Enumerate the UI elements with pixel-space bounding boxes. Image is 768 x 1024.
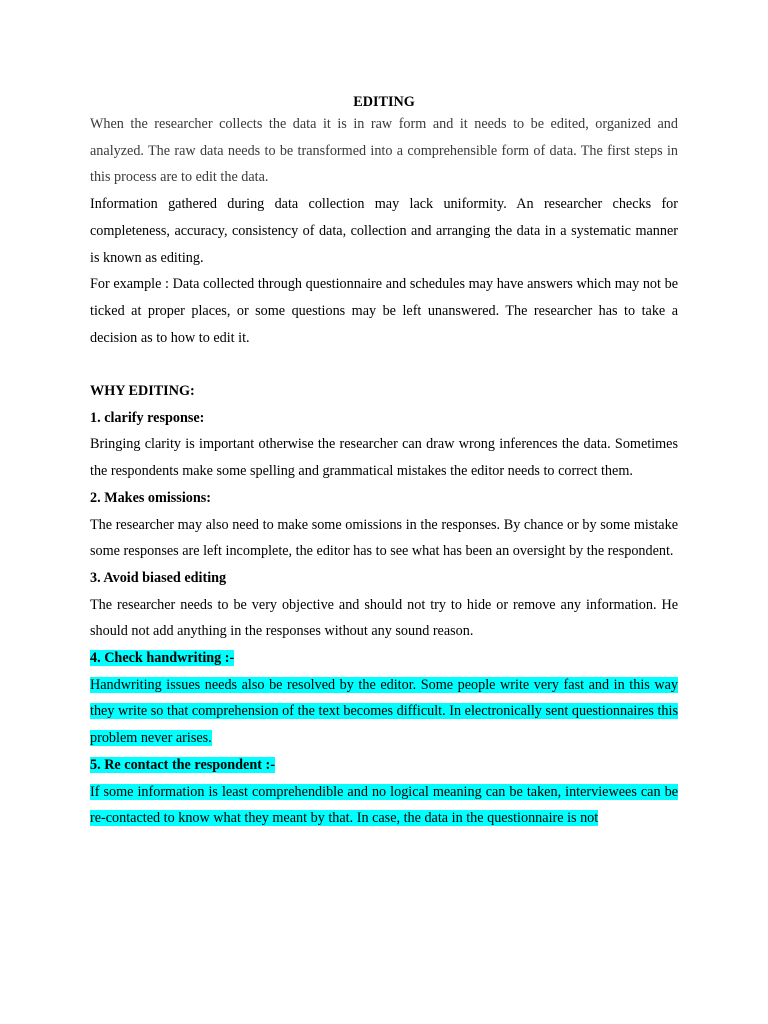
intro-paragraph-2: Information gathered during data collection may lack uniformity. An researcher checks for completeness, accuracy, consistency of data, collection and arranging the data in a systematic manner is known as editing. [90, 196, 678, 266]
section-heading-handwriting-wrap [90, 645, 678, 672]
section-body-biased: The researcher needs to be very objective and should not try to hide or remove any information. He should not add anything in the responses without any sound reason. [90, 596, 678, 640]
section-body-clarify: Bringing clarity is important otherwise the researcher can draw wrong inferences the data. Sometimes the respondents make some spelling and grammatical mistakes the editor needs to correct them. [90, 436, 678, 480]
document-page [90, 92, 678, 832]
section-heading-handwriting: 4. Check handwriting :- [90, 650, 235, 667]
section-body-handwriting: Handwriting issues needs also be resolved by the editor. Some people write very fast and in this way they write so that comprehension of the text becomes difficult. In electronically sent questionnaires this problem never arises. [90, 676, 678, 747]
section-heading-omissions: 2. Makes omissions: [90, 489, 211, 506]
intro-paragraph-3: For example : Data collected through questionnaire and schedules may have answers which may not be ticked at proper places, or some questions may be left unanswered. The researcher has to take a decision as to how to edit it. [90, 276, 678, 346]
section-heading-clarify: 1. clarify response: [90, 409, 205, 426]
section-heading-recontact: 5. Re contact the respondent :- [90, 756, 275, 773]
section-heading-recontact-wrap [90, 752, 678, 779]
why-editing-heading: WHY EDITING: [90, 383, 195, 400]
section-body-handwriting-wrap [90, 672, 678, 752]
section-body-recontact-wrap [90, 779, 678, 832]
section-heading-biased: 3. Avoid biased editing [90, 569, 227, 586]
paragraph-gap [90, 351, 678, 378]
intro-paragraph-1: When the researcher collects the data it is in raw form and it needs to be edited, organized and analyzed. The raw data needs to be transformed into a comprehensible form of data. The first steps in this process are to edit the data. [90, 116, 678, 186]
section-body-omissions: The researcher may also need to make some omissions in the responses. By chance or by some mistake some responses are left incomplete, the editor has to see what has been an oversight by the respondent. [90, 516, 678, 560]
section-body-recontact: If some information is least comprehendible and no logical meaning can be taken, interviewees can be re-contacted to know what they meant by that. In case, the data in the questionnaire is not [90, 783, 678, 827]
document-title: EDITING [353, 94, 415, 110]
